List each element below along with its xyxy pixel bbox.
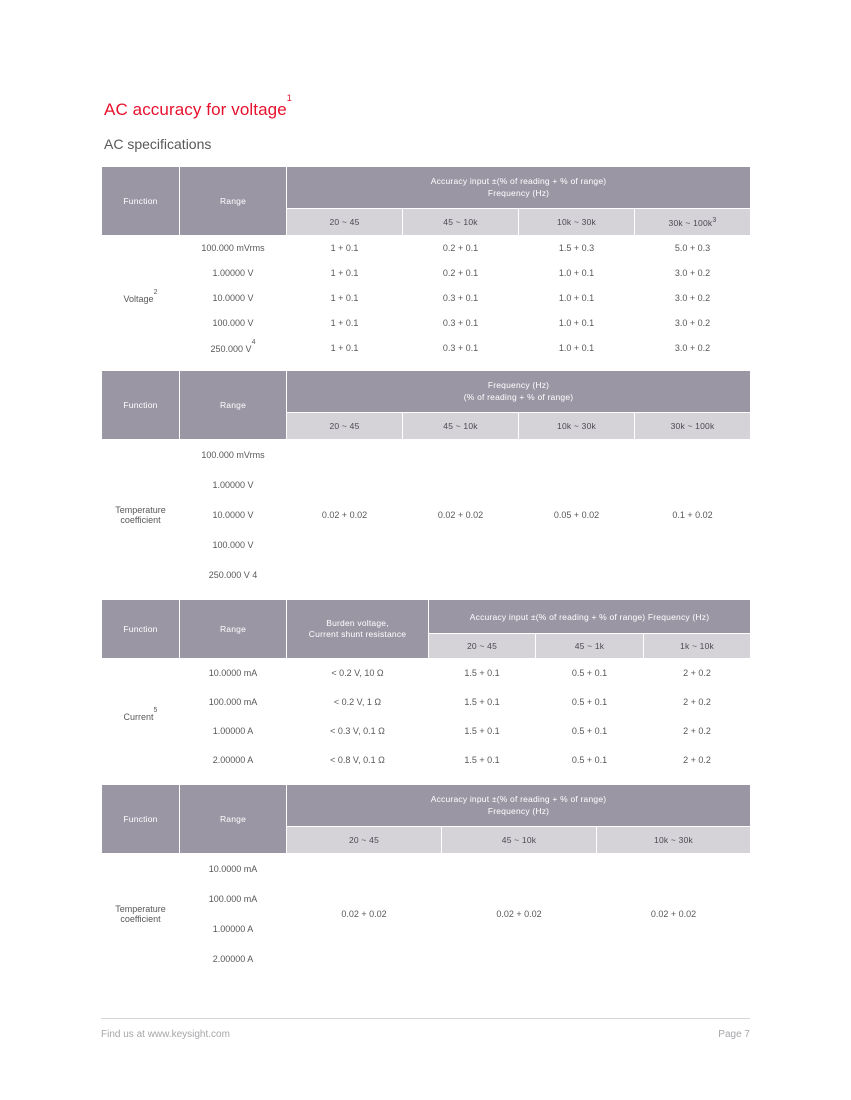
cell-range: 2.00000 A — [180, 944, 287, 974]
cell-range: 250.000 V 4 — [180, 560, 287, 590]
cell-range: 250.000 $V^4$ — [180, 336, 287, 361]
header-freq-20-45: 20 ~ 45 — [287, 413, 403, 440]
cell-range: 1.00000 A — [180, 717, 287, 746]
cell-range: 1.00000 A — [180, 914, 287, 944]
cell-range: 100.000 mVrms — [180, 440, 287, 470]
header-freq-20-45: 20 ~ 45 — [429, 634, 536, 659]
cell-range: 100.000 mVrms — [180, 236, 287, 261]
page-footer — [101, 1018, 750, 1040]
cell-value: 0.3 + 0.1 — [403, 286, 519, 311]
cell-range: 10.0000 mA — [180, 659, 287, 688]
table-row — [102, 688, 751, 717]
spec-tables — [101, 166, 750, 974]
row-function-line1: Temperature — [115, 504, 166, 515]
cell-value: 3.0 + 0.2 — [635, 336, 751, 361]
cell-range: 1.00000 V — [180, 470, 287, 500]
cell-value: 1.0 + 0.1 — [519, 261, 635, 286]
cell-value: 1 + 0.1 — [287, 311, 403, 336]
table-ac-voltage-accuracy — [101, 166, 751, 370]
header-frequency-group — [287, 371, 751, 413]
cell-value: 0.1 + 0.02 — [635, 440, 751, 590]
page-title — [104, 93, 292, 120]
header-accuracy-line2: Frequency (Hz) — [487, 805, 550, 816]
header-freq-45-10k: 45 ~ 10k — [403, 209, 519, 236]
header-range: Range — [180, 785, 287, 854]
cell-value: 3.0 + 0.2 — [635, 261, 751, 286]
cell-value: 0.5 + 0.1 — [536, 659, 644, 688]
header-function: Function — [102, 785, 180, 854]
table-row — [102, 659, 751, 688]
cell-value: 3.0 + 0.2 — [635, 286, 751, 311]
table-row — [102, 717, 751, 746]
cell-value: 0.05 + 0.02 — [519, 440, 635, 590]
page-title-footnote-marker: 1 — [286, 93, 292, 104]
cell-value: 1.5 + 0.1 — [429, 717, 536, 746]
cell-burden: < 0.2 V, 1 Ω — [287, 688, 429, 717]
cell-value: 1.5 + 0.1 — [429, 659, 536, 688]
row-function-voltage: Voltage$^2$ — [102, 236, 180, 361]
header-freq-1k-10k: 1k ~ 10k — [644, 634, 751, 659]
table-row — [102, 854, 751, 884]
header-accuracy-line1: Accuracy input ±(% of reading + % of range) — [430, 794, 607, 805]
cell-value: 3.0 + 0.2 — [635, 311, 751, 336]
cell-value: 2 + 0.2 — [644, 717, 751, 746]
header-freq-20-45: 20 ~ 45 — [287, 827, 442, 854]
cell-range: 100.000 V — [180, 530, 287, 560]
table-header-row — [102, 785, 751, 827]
header-freq-20-45: 20 ~ 45 — [287, 209, 403, 236]
table-row — [102, 440, 751, 470]
header-accuracy-line2: Frequency (Hz) — [487, 187, 550, 198]
cell-value: 0.2 + 0.1 — [403, 236, 519, 261]
cell-value: 0.02 + 0.02 — [442, 854, 597, 974]
cell-value: 2 + 0.2 — [644, 659, 751, 688]
header-accuracy-group — [287, 785, 751, 827]
cell-value: 2 + 0.2 — [644, 688, 751, 717]
cell-range: 10.0000 V — [180, 286, 287, 311]
header-freq-45-1k: 45 ~ 1k — [536, 634, 644, 659]
table-ac-current-accuracy — [101, 599, 751, 784]
table-header-row — [102, 600, 751, 634]
cell-value: 0.3 + 0.1 — [403, 311, 519, 336]
table-header-row — [102, 167, 751, 209]
table-spacer — [102, 590, 751, 600]
cell-range: 100.000 V — [180, 311, 287, 336]
table-row — [102, 286, 751, 311]
cell-value: 1 + 0.1 — [287, 336, 403, 361]
cell-value: 0.3 + 0.1 — [403, 336, 519, 361]
row-function-tempco — [102, 854, 180, 974]
cell-value: 2 + 0.2 — [644, 746, 751, 775]
table-row — [102, 261, 751, 286]
cell-value: 1.0 + 0.1 — [519, 286, 635, 311]
table-ac-current-tempco — [101, 784, 751, 974]
footer-link[interactable]: Find us at www.keysight.com — [101, 1029, 230, 1040]
header-freq-45-10k: 45 ~ 10k — [403, 413, 519, 440]
table-ac-voltage-tempco — [101, 370, 751, 599]
cell-range: 1.00000 V — [180, 261, 287, 286]
header-accuracy-line1: Accuracy input ±(% of reading + % of range) — [430, 176, 607, 187]
header-function: Function — [102, 600, 180, 659]
table-row — [102, 746, 751, 775]
cell-value: 1.5 + 0.1 — [429, 746, 536, 775]
cell-value: 0.02 + 0.02 — [403, 440, 519, 590]
header-function: Function — [102, 167, 180, 236]
cell-range: 100.000 mA — [180, 688, 287, 717]
cell-burden: < 0.2 V, 10 Ω — [287, 659, 429, 688]
header-range: Range — [180, 600, 287, 659]
row-function-line1: Temperature — [115, 903, 166, 914]
row-function-line2: coefficient — [120, 913, 161, 924]
cell-value: 0.5 + 0.1 — [536, 717, 644, 746]
header-frequency-line2: (% of reading + % of range) — [463, 391, 574, 402]
cell-range: 10.0000 V — [180, 500, 287, 530]
cell-value: 1.0 + 0.1 — [519, 336, 635, 361]
header-frequency-line1: Frequency (Hz) — [487, 380, 550, 391]
footer-page-number: Page 7 — [718, 1029, 750, 1040]
header-burden-line2: Current shunt resistance — [308, 629, 407, 639]
cell-value: 0.02 + 0.02 — [597, 854, 751, 974]
table-row — [102, 236, 751, 261]
cell-range: 10.0000 mA — [180, 854, 287, 884]
row-function-current: Current$^5$ — [102, 659, 180, 775]
table-row — [102, 311, 751, 336]
header-freq-30k-100k: 30k ~ $100k^3$ — [635, 209, 751, 236]
cell-value: 1.5 + 0.1 — [429, 688, 536, 717]
cell-value: 0.5 + 0.1 — [536, 688, 644, 717]
cell-burden: < 0.8 V, 0.1 Ω — [287, 746, 429, 775]
header-range: Range — [180, 167, 287, 236]
cell-value: 1 + 0.1 — [287, 236, 403, 261]
header-freq-45-10k: 45 ~ 10k — [442, 827, 597, 854]
header-freq-10k-30k: 10k ~ 30k — [519, 413, 635, 440]
table-row — [102, 336, 751, 361]
header-accuracy-group: Accuracy input ±(% of reading + % of range) Frequency (Hz) — [429, 600, 751, 634]
cell-value: 0.02 + 0.02 — [287, 854, 442, 974]
table-header-row — [102, 371, 751, 413]
cell-value: 1.0 + 0.1 — [519, 311, 635, 336]
header-accuracy-group — [287, 167, 751, 209]
header-freq-30k-100k: 30k ~ 100k — [635, 413, 751, 440]
cell-value: 1 + 0.1 — [287, 286, 403, 311]
table-spacer — [102, 361, 751, 371]
header-range: Range — [180, 371, 287, 440]
cell-value: 1 + 0.1 — [287, 261, 403, 286]
page-subtitle: AC specifications — [104, 136, 212, 152]
header-burden-line1: Burden voltage, — [326, 617, 389, 628]
cell-value: 5.0 + 0.3 — [635, 236, 751, 261]
header-burden-voltage — [287, 600, 429, 659]
header-freq-10k-30k: 10k ~ 30k — [597, 827, 751, 854]
page-title-text: AC accuracy for voltage — [104, 100, 287, 119]
cell-range: 2.00000 A — [180, 746, 287, 775]
cell-range: 100.000 mA — [180, 884, 287, 914]
row-function-tempco — [102, 440, 180, 590]
row-function-line2: coefficient — [120, 514, 161, 525]
cell-value: 0.02 + 0.02 — [287, 440, 403, 590]
cell-value: 0.2 + 0.1 — [403, 261, 519, 286]
header-freq-10k-30k: 10k ~ 30k — [519, 209, 635, 236]
cell-burden: < 0.3 V, 0.1 Ω — [287, 717, 429, 746]
header-function: Function — [102, 371, 180, 440]
cell-value: 0.5 + 0.1 — [536, 746, 644, 775]
table-spacer — [102, 775, 751, 785]
cell-value: 1.5 + 0.3 — [519, 236, 635, 261]
